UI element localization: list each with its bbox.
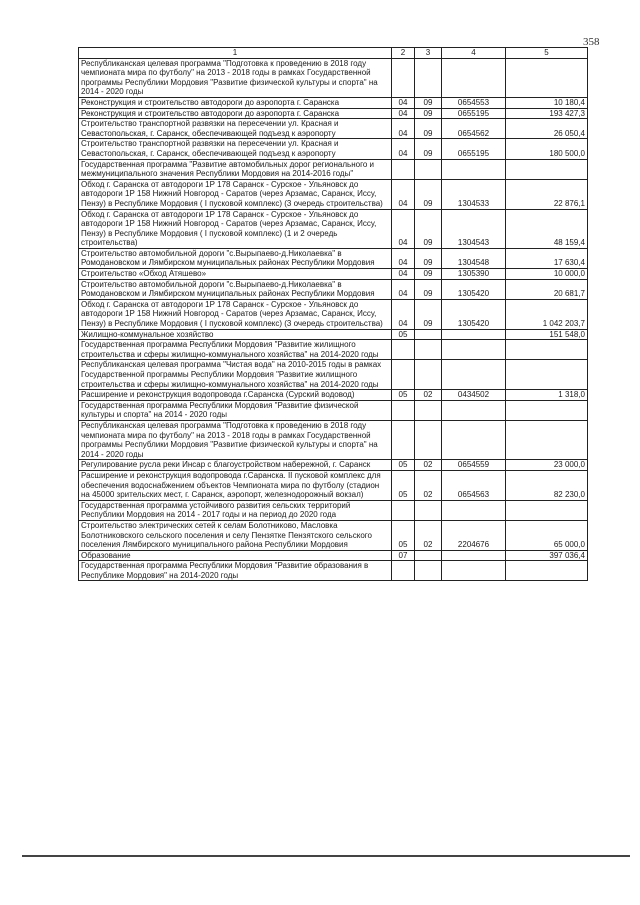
row-name-cell: Расширение и реконструкция водопровода г.Саранска (Сурский водовод): [79, 390, 392, 401]
row-section-cell: 04: [392, 269, 415, 280]
row-code-cell: 1305420: [442, 279, 506, 299]
row-subsection-cell: [415, 58, 442, 97]
row-section-cell: [392, 500, 415, 520]
row-amount-cell: [506, 340, 588, 360]
row-subsection-cell: 09: [415, 269, 442, 280]
table-row: [79, 159, 588, 179]
table-row: [79, 360, 588, 390]
table-row: [79, 108, 588, 119]
row-code-cell: [442, 561, 506, 581]
row-subsection-cell: [415, 420, 442, 459]
table-header-row: [79, 48, 588, 59]
row-code-cell: 0654562: [442, 119, 506, 139]
row-name-cell: Реконструкция и строительство автодороги до аэропорта г. Саранска: [79, 108, 392, 119]
row-name-cell: Строительство электрических сетей к селам Болотниково, Масловка Болотниковского сельского поселения и селу Пензятке Пензятского сельского поселения Лямбирского муниципального района Республики Мордовия: [79, 520, 392, 550]
row-name-cell: Государственная программа Республики Мордовия "Развитие жилищного строительства и сферы жилищно-коммунального хозяйства" на 2014-2020 годы: [79, 340, 392, 360]
row-code-cell: [442, 550, 506, 561]
row-name-cell: Расширение и реконструкция водопровода г.Саранска. II пусковой комплекс для обеспечения водоснабжением объектов Чемпионата мира по футболу (стадион на 45000 зрительских мест, г. Саранск, аэропорт, железнодорожный вокзал): [79, 470, 392, 500]
row-name-cell: Строительство транспортной развязки на пересечении ул. Красная и Севастопольская, г. Саранск, обеспечивающей подъезд к аэропорту: [79, 139, 392, 159]
table-row: [79, 248, 588, 268]
table-row: [79, 561, 588, 581]
row-amount-cell: [506, 360, 588, 390]
row-name-cell: Регулирование русла реки Инсар с благоустройством набережной, г. Саранск: [79, 460, 392, 471]
row-name-cell: Государственная программа "Развитие автомобильных дорог регионального и межмуниципального значения Республики Мордовия на 2014-2016 годы": [79, 159, 392, 179]
row-code-cell: 0654553: [442, 97, 506, 108]
row-amount-cell: 23 000,0: [506, 460, 588, 471]
row-amount-cell: [506, 500, 588, 520]
table-row: [79, 97, 588, 108]
table-row: [79, 139, 588, 159]
row-section-cell: 04: [392, 119, 415, 139]
row-amount-cell: 10 000,0: [506, 269, 588, 280]
row-code-cell: 0654563: [442, 470, 506, 500]
row-section-cell: 04: [392, 299, 415, 329]
row-name-cell: Строительство «Обход Атяшево»: [79, 269, 392, 280]
row-section-cell: 05: [392, 329, 415, 340]
row-section-cell: 04: [392, 279, 415, 299]
row-name-cell: Строительство автомобильной дороги "с.Вырыпаево-д.Николаевка" в Ромодановском и Лямбирском муниципальных районах Республики Мордовия: [79, 279, 392, 299]
row-name-cell: Образование: [79, 550, 392, 561]
row-name-cell: Жилищно-коммунальное хозяйство: [79, 329, 392, 340]
row-name-cell: Обход г. Саранска от автодороги 1Р 178 Саранск - Сурское - Ульяновск до автодороги 1Р 158 Нижний Новгород - Саратов (через Арзамас, Саранск, Иссу, Пензу) в Республике Мордовия ( I пусковой комплекс) (3 очередь строительства): [79, 299, 392, 329]
row-amount-cell: 48 159,4: [506, 209, 588, 248]
table-row: [79, 179, 588, 209]
table-row: [79, 299, 588, 329]
row-section-cell: 04: [392, 108, 415, 119]
table-row: [79, 500, 588, 520]
column-header-1: 1: [79, 48, 392, 59]
row-code-cell: [442, 360, 506, 390]
table-row: [79, 119, 588, 139]
row-name-cell: Строительство транспортной развязки на пересечении ул. Красная и Севастопольская, г. Саранск, обеспечивающей подъезд к аэропорту: [79, 119, 392, 139]
row-amount-cell: 193 427,3: [506, 108, 588, 119]
row-code-cell: 2204676: [442, 520, 506, 550]
row-subsection-cell: 09: [415, 139, 442, 159]
row-amount-cell: 26 050,4: [506, 119, 588, 139]
row-code-cell: [442, 159, 506, 179]
row-subsection-cell: [415, 561, 442, 581]
row-section-cell: 04: [392, 97, 415, 108]
row-amount-cell: 1 318,0: [506, 390, 588, 401]
table-row: [79, 279, 588, 299]
row-amount-cell: [506, 159, 588, 179]
row-code-cell: 0434502: [442, 390, 506, 401]
row-subsection-cell: [415, 550, 442, 561]
row-amount-cell: 17 630,4: [506, 248, 588, 268]
row-subsection-cell: 02: [415, 520, 442, 550]
row-name-cell: Государственная программа Республики Мордовия "Развитие физической культуры и спорта" на 2014 - 2020 годы: [79, 400, 392, 420]
column-header-5: 5: [506, 48, 588, 59]
row-amount-cell: [506, 420, 588, 459]
row-name-cell: Реконструкция и строительство автодороги до аэропорта г. Саранска: [79, 97, 392, 108]
row-amount-cell: 20 681,7: [506, 279, 588, 299]
table-row: [79, 400, 588, 420]
row-section-cell: 04: [392, 139, 415, 159]
table-row: [79, 420, 588, 459]
row-section-cell: 05: [392, 390, 415, 401]
page-number: 358: [583, 36, 600, 48]
row-subsection-cell: 09: [415, 108, 442, 119]
row-amount-cell: [506, 400, 588, 420]
row-name-cell: Государственная программа устойчивого развития сельских территорий Республики Мордовия на 2014 - 2017 годы и на период до 2020 года: [79, 500, 392, 520]
row-amount-cell: [506, 561, 588, 581]
row-amount-cell: 397 036,4: [506, 550, 588, 561]
column-header-3: 3: [415, 48, 442, 59]
row-section-cell: 05: [392, 520, 415, 550]
row-amount-cell: [506, 58, 588, 97]
row-subsection-cell: [415, 329, 442, 340]
row-subsection-cell: 09: [415, 119, 442, 139]
row-section-cell: [392, 400, 415, 420]
budget-table: [78, 47, 588, 581]
row-name-cell: Республиканская целевая программа "Подготовка к проведению в 2018 году чемпионата мира по футболу" на 2013 - 2018 годы в рамках Государственной программы Республики Мордовия "Развитие физической культуры и спорта" на 2014 - 2020 годы: [79, 58, 392, 97]
row-section-cell: 07: [392, 550, 415, 561]
row-section-cell: [392, 561, 415, 581]
row-code-cell: [442, 420, 506, 459]
table-row: [79, 269, 588, 280]
row-code-cell: 0654559: [442, 460, 506, 471]
footer-divider: [22, 855, 630, 857]
row-subsection-cell: 09: [415, 248, 442, 268]
row-subsection-cell: [415, 500, 442, 520]
row-subsection-cell: 02: [415, 470, 442, 500]
column-header-2: 2: [392, 48, 415, 59]
row-subsection-cell: [415, 159, 442, 179]
row-section-cell: 05: [392, 460, 415, 471]
row-subsection-cell: 09: [415, 179, 442, 209]
row-name-cell: Республиканская целевая программа "Подготовка к проведению в 2018 году чемпионата мира по футболу" на 2013 - 2018 годы в рамках Государственной программы Республики Мордовия "Развитие физической культуры и спорта" на 2014 - 2020 годы: [79, 420, 392, 459]
row-amount-cell: 180 500,0: [506, 139, 588, 159]
row-amount-cell: 22 876,1: [506, 179, 588, 209]
row-amount-cell: 82 230,0: [506, 470, 588, 500]
table-row: [79, 550, 588, 561]
row-subsection-cell: [415, 340, 442, 360]
row-code-cell: 1304543: [442, 209, 506, 248]
row-subsection-cell: 09: [415, 97, 442, 108]
row-code-cell: [442, 58, 506, 97]
table-row: [79, 390, 588, 401]
row-code-cell: 1305420: [442, 299, 506, 329]
row-code-cell: [442, 329, 506, 340]
row-code-cell: 0655195: [442, 108, 506, 119]
table-row: [79, 470, 588, 500]
row-subsection-cell: 02: [415, 460, 442, 471]
row-section-cell: 04: [392, 248, 415, 268]
row-subsection-cell: 09: [415, 209, 442, 248]
row-amount-cell: 151 548,0: [506, 329, 588, 340]
table-row: [79, 460, 588, 471]
row-section-cell: [392, 58, 415, 97]
row-code-cell: 1304548: [442, 248, 506, 268]
row-section-cell: 04: [392, 179, 415, 209]
row-name-cell: Обход г. Саранска от автодороги 1Р 178 Саранск - Сурское - Ульяновск до автодороги 1Р 158 Нижний Новгород - Саратов (через Арзамас, Саранск, Иссу, Пензу) в Республике Мордовия ( I пусковой комплекс) (1 и 2 очередь строительства): [79, 209, 392, 248]
row-name-cell: Республиканская целевая программа "Чистая вода" на 2010-2015 годы в рамках Государственной программы Республики Мордовия "Развитие жилищного строительства и сферы жилищно-коммунального хозяйства" на 2014-2020 годы: [79, 360, 392, 390]
row-name-cell: Строительство автомобильной дороги "с.Вырыпаево-д.Николаевка" в Ромодановском и Лямбирском муниципальных районах Республики Мордовия: [79, 248, 392, 268]
row-section-cell: [392, 159, 415, 179]
row-code-cell: 0655195: [442, 139, 506, 159]
row-section-cell: [392, 420, 415, 459]
row-code-cell: [442, 400, 506, 420]
row-code-cell: 1304533: [442, 179, 506, 209]
row-amount-cell: 10 180,4: [506, 97, 588, 108]
row-section-cell: 04: [392, 209, 415, 248]
row-name-cell: Обход г. Саранска от автодороги 1Р 178 Саранск - Сурское - Ульяновск до автодороги 1Р 158 Нижний Новгород - Саратов (через Арзамас, Саранск, Иссу, Пензу) в Республике Мордовия ( I пусковой комплекс) (3 очередь строительства): [79, 179, 392, 209]
row-subsection-cell: 09: [415, 279, 442, 299]
row-code-cell: [442, 500, 506, 520]
table-row: [79, 209, 588, 248]
row-section-cell: 05: [392, 470, 415, 500]
row-code-cell: 1305390: [442, 269, 506, 280]
row-subsection-cell: [415, 400, 442, 420]
row-code-cell: [442, 340, 506, 360]
row-subsection-cell: [415, 360, 442, 390]
table-row: [79, 340, 588, 360]
row-section-cell: [392, 340, 415, 360]
row-amount-cell: 65 000,0: [506, 520, 588, 550]
table-row: [79, 520, 588, 550]
table-row: [79, 329, 588, 340]
row-section-cell: [392, 360, 415, 390]
row-amount-cell: 1 042 203,7: [506, 299, 588, 329]
column-header-4: 4: [442, 48, 506, 59]
row-subsection-cell: 02: [415, 390, 442, 401]
row-subsection-cell: 09: [415, 299, 442, 329]
table-row: [79, 58, 588, 97]
row-name-cell: Государственная программа Республики Мордовия "Развитие образования в Республике Мордовия" на 2014-2020 годы: [79, 561, 392, 581]
